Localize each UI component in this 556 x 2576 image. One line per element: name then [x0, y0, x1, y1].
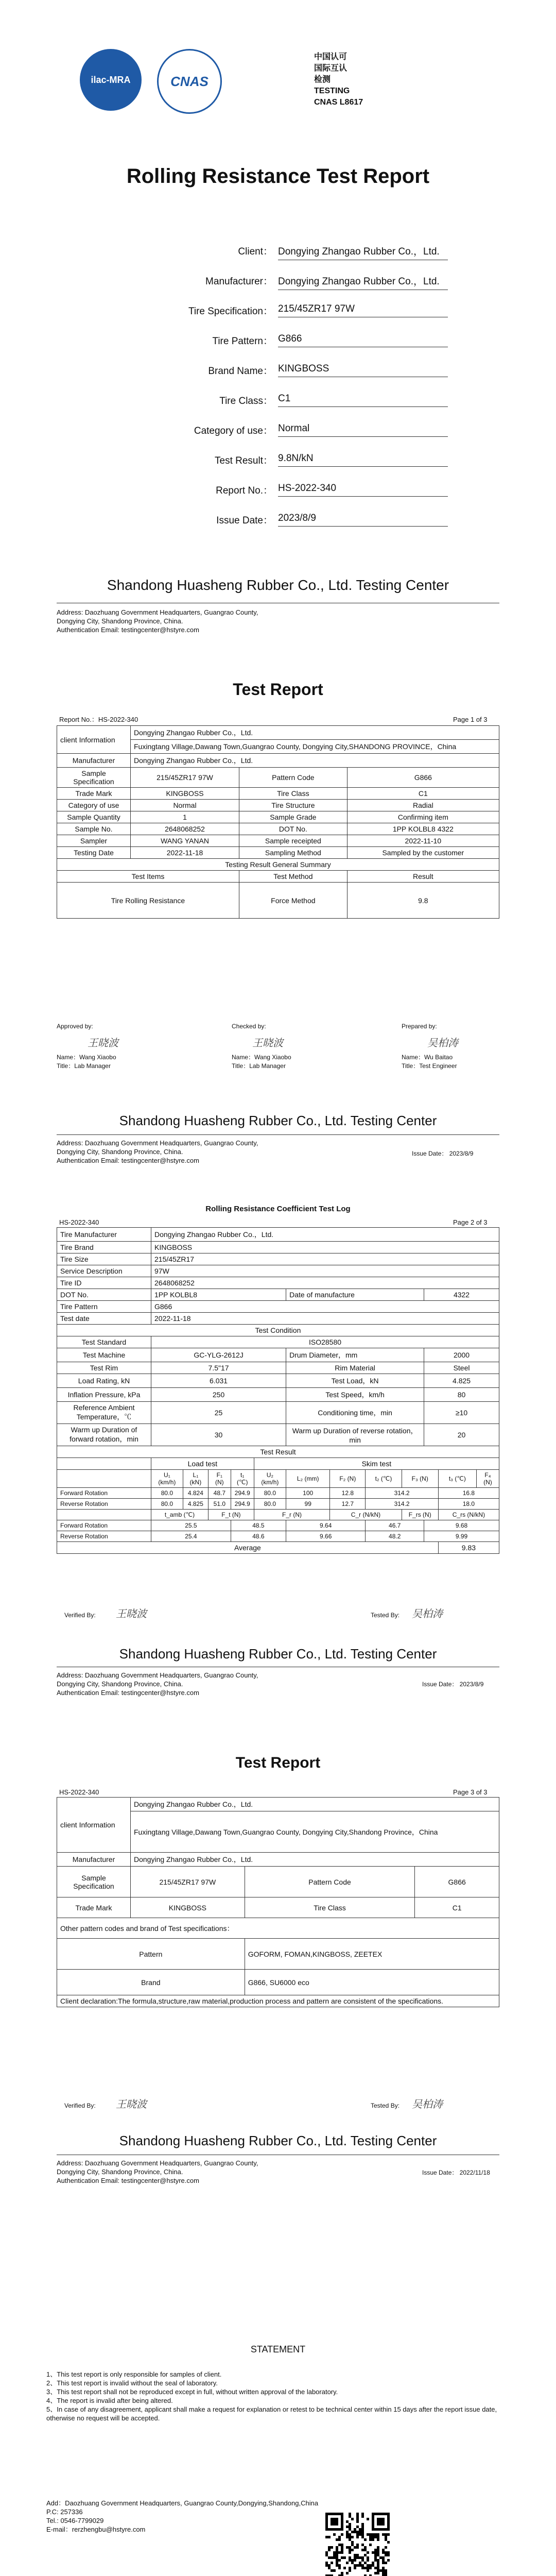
inflation-label: Inflation Pressure, kPa: [57, 1388, 151, 1402]
rim-material-value: Steel: [424, 1362, 499, 1374]
ilac-mra-logo: [80, 49, 142, 111]
dot-value: 1PP KOLBL8: [151, 1289, 286, 1301]
manufacturer-label: Manufacturer: [57, 1853, 131, 1867]
divider: [57, 1134, 499, 1135]
result-cell: 46.7: [366, 1520, 424, 1531]
page1-report-no: Report No.：HS-2022-340: [59, 716, 138, 723]
address-line: Authentication Email: testingcenter@hstyre.com: [57, 1157, 199, 1164]
skim-test-heading: Skim test: [254, 1458, 499, 1470]
approver-title: Title：Lab Manager: [57, 1062, 111, 1070]
pattern-label: Tire Pattern: [57, 1301, 151, 1313]
result-col-header: F₄ (N): [476, 1470, 499, 1488]
rim-material-label: Rim Material: [286, 1362, 424, 1374]
brand-label: Brand: [57, 1970, 245, 1995]
average-label: Average: [57, 1542, 439, 1554]
page2-log-table: [57, 1227, 499, 1554]
manufacturer-value: Dongying Zhangao Rubber Co.，Ltd.: [131, 1853, 499, 1867]
result-col-header: F_r (N): [254, 1510, 330, 1520]
receipted-value: 2022-11-10: [347, 835, 499, 847]
result-col-header: t_amb (℃): [151, 1510, 208, 1520]
col-test-method: Test Method: [239, 871, 348, 883]
verified-signature: 王晓波: [116, 2098, 147, 2110]
address-line: Authentication Email: testingcenter@hstyre.com: [57, 2177, 199, 2184]
log-info-value: KINGBOSS: [151, 1242, 499, 1253]
checked-by: Checked by:: [232, 1023, 266, 1030]
page3-report-no: HS-2022-340: [59, 1788, 99, 1796]
address-line: Address: Daozhuang Government Headquarters, Guangrao County,: [57, 608, 258, 616]
cover-field-value: HS-2022-340: [278, 483, 448, 497]
tested-by: Tested By:: [371, 2102, 400, 2109]
rim-value: 7.5"17: [151, 1362, 286, 1374]
client-info-label: client Information: [57, 726, 131, 754]
result-cell: 9.64: [286, 1520, 366, 1531]
result-col-header: t₂ (℃): [366, 1470, 402, 1488]
pattern-value: GOFORM, FOMAN,KINGBOSS, ZEETEX: [245, 1939, 499, 1970]
result-col-header: C_rs (N/kN): [438, 1510, 499, 1520]
cnas-logo: [157, 49, 222, 114]
warm-reverse-value: 20: [424, 1424, 499, 1446]
cnas-cn-line: 检测: [314, 75, 331, 84]
category-label: Category of use: [57, 800, 131, 811]
prepared-by: Prepared by:: [402, 1023, 437, 1030]
client-name: Dongying Zhangao Rubber Co.，Ltd.: [131, 1798, 499, 1811]
cover-fields: [0, 234, 556, 533]
ilac-logo-text: ilac-MRA: [91, 74, 131, 85]
page2-title: Rolling Resistance Coefficient Test Log: [205, 1205, 351, 1213]
result-cell: 80.0: [151, 1488, 183, 1499]
cover-field-row: [0, 294, 556, 324]
cover-field-value: Dongying Zhangao Rubber Co.，Ltd.: [278, 244, 448, 260]
cover-field-label: Category of use：: [194, 426, 273, 436]
page2-center-name: Shandong Huasheng Rubber Co., Ltd. Testing Center: [119, 1646, 437, 1662]
cover-address: [57, 608, 258, 634]
tire-class-value: C1: [347, 788, 499, 800]
load-rating-label: Load Rating, kN: [57, 1374, 151, 1388]
category-value: Normal: [131, 800, 239, 811]
conditioning-value: ≥10: [424, 1402, 499, 1424]
log-info-label: Service Description: [57, 1265, 151, 1277]
conditioning-label: Conditioning time，min: [286, 1402, 424, 1424]
test-condition-heading: Test Condition: [57, 1325, 499, 1336]
log-info-label: Tire Size: [57, 1253, 151, 1265]
page3-center-name: Shandong Huasheng Rubber Co., Ltd. Testing Center: [119, 2133, 437, 2148]
tire-class-label: Tire Class: [239, 788, 348, 800]
tire-class-label: Tire Class: [245, 1897, 415, 1918]
sample-spec-value: 215/45ZR17 97W: [131, 1867, 245, 1897]
trade-mark-label: Trade Mark: [57, 788, 131, 800]
verified-by: Verified By:: [64, 2102, 96, 2109]
statement-item: 1、This test report is only responsible for samples of client.: [46, 2370, 222, 2378]
page3-address: [57, 2159, 258, 2185]
dot-label: DOT No.: [57, 1289, 151, 1301]
address-line: Address: Daozhuang Government Headquarters, Guangrao County,: [57, 1671, 258, 1679]
result-col-header: t₁ (℃): [231, 1470, 254, 1488]
tested-by: Tested By:: [371, 1612, 400, 1619]
cnas-cn-line: 中国认可: [314, 53, 348, 61]
std-value: ISO28580: [151, 1336, 499, 1348]
cover-center-name: Shandong Huasheng Rubber Co., Ltd. Testing Center: [107, 577, 449, 593]
dom-label: Date of manufacture: [286, 1289, 424, 1301]
ambient-label: Reference Ambient Temperature，℃: [57, 1402, 151, 1424]
page2-issue-date: Issue Date： 2023/8/9: [422, 1681, 484, 1688]
result-col-header: L₂ (mm): [286, 1470, 330, 1488]
dot-value: 1PP KOLBL8 4322: [347, 823, 499, 835]
contact-line: P.C: 257336: [46, 2508, 83, 2516]
cnas-accreditation-text: [314, 52, 363, 108]
testing-date-label: Testing Date: [57, 847, 131, 859]
result-cell: 4.824: [183, 1488, 208, 1499]
cover-field-value: Dongying Zhangao Rubber Co.，Ltd.: [278, 274, 448, 290]
sample-no-value: 2648068252: [131, 823, 239, 835]
sampler-value: WANG YANAN: [131, 835, 239, 847]
tire-class-value: C1: [415, 1897, 499, 1918]
trade-mark-label: Trade Mark: [57, 1897, 131, 1918]
cover-field-row: [0, 264, 556, 294]
pattern-code-value: G866: [415, 1867, 499, 1897]
test-method: Force Method: [239, 883, 348, 919]
log-info-value: 215/45ZR17: [151, 1253, 499, 1265]
result-cell: 16.8: [438, 1488, 499, 1499]
result-cell: 99: [286, 1499, 330, 1510]
cover-field-label: Tire Pattern：: [212, 336, 273, 347]
cover-field-row: [0, 473, 556, 503]
blank-cell: [57, 1510, 151, 1520]
sample-grade-label: Sample Grade: [239, 811, 348, 823]
result-cell: 48.6: [231, 1531, 286, 1542]
cover-field-label: Report No.：: [216, 485, 273, 496]
sample-spec-label: Sample Specification: [57, 768, 131, 788]
statement-item: 2、This test report is invalid without the seal of laboratory.: [46, 2379, 218, 2387]
address-line: Dongying City, Shandong Province, China.: [57, 617, 183, 625]
cover-field-value: Normal: [278, 423, 448, 437]
page1-info-table: [57, 725, 499, 919]
result-cell: 9.68: [424, 1520, 499, 1531]
test-result: 9.8: [347, 883, 499, 919]
test-date-label: Test date: [57, 1313, 151, 1325]
result-cell: 18.0: [438, 1499, 499, 1510]
test-date-value: 2022-11-18: [151, 1313, 499, 1325]
signature-prepared: 吴柏涛: [427, 1037, 458, 1049]
approved-by: Approved by:: [57, 1023, 93, 1030]
pattern-code-value: G866: [347, 768, 499, 788]
signature-approved: 王晓波: [88, 1037, 118, 1049]
statement-title: STATEMENT: [250, 2344, 306, 2354]
sample-qty-value: 1: [131, 811, 239, 823]
brand-value: G866, SU6000 eco: [245, 1970, 499, 1995]
address-line: Address: Daozhuang Government Headquarters, Guangrao County,: [57, 1139, 258, 1147]
result-cell: 48.7: [208, 1488, 231, 1499]
cnas-en-line: TESTING: [314, 87, 350, 95]
cover-field-row: [0, 324, 556, 354]
blank-cell: [57, 1470, 151, 1488]
address-line: Dongying City, Shandong Province, China.: [57, 2168, 183, 2176]
warm-reverse-label: Warm up Duration of reverse rotation，min: [286, 1424, 424, 1446]
rotation-label: Reverse Rotation: [57, 1499, 151, 1510]
tested-signature: 吴柏涛: [412, 1607, 443, 1620]
verified-signature: 王晓波: [116, 1607, 147, 1620]
statement-list: [46, 2370, 510, 2422]
statement-item: 5、In case of any disagreement, applicant shall make a request for explanation or retest to be technical center within 15 days after the report issue date, otherwise no request will be accepted.: [46, 2405, 497, 2422]
client-declaration: Client declaration:The formula,structure,raw material,production process and pattern are consistent of the specifications.: [57, 1995, 499, 2007]
cover-field-value: 9.8N/kN: [278, 453, 448, 467]
page1-title: Test Report: [233, 680, 323, 699]
signature-checked: 王晓波: [252, 1037, 283, 1049]
manufacturer-label: Manufacturer: [57, 754, 131, 768]
result-col-header: t₃ (℃): [438, 1470, 476, 1488]
result-col-header: F₁ (N): [208, 1470, 231, 1488]
result-cell: 100: [286, 1488, 330, 1499]
client-name: Dongying Zhangao Rubber Co.，Ltd.: [131, 726, 499, 740]
average-value: 9.83: [438, 1542, 499, 1554]
test-result-heading: Test Result: [57, 1446, 499, 1458]
result-col-header: C_r (N/kN): [330, 1510, 402, 1520]
result-col-header: L₁ (kN): [183, 1470, 208, 1488]
address-line: Dongying City, Shandong Province, China.: [57, 1148, 183, 1156]
page3-issue-date: Issue Date： 2022/11/18: [422, 2169, 490, 2176]
pattern-value: G866: [151, 1301, 499, 1313]
pattern-code-label: Pattern Code: [239, 768, 348, 788]
result-cell: 9.66: [286, 1531, 366, 1542]
other-specs-heading: Other pattern codes and brand of Test specifications：: [57, 1918, 499, 1939]
contact-line: Add：Daozhuang Government Headquarters, Guangrao County,Dongying,Shandong,China: [46, 2499, 319, 2507]
cover-field-row: [0, 384, 556, 414]
receipted-label: Sample receipted: [239, 835, 348, 847]
std-label: Test Standard: [57, 1336, 151, 1348]
testing-date-value: 2022-11-18: [131, 847, 239, 859]
result-col-header: U₁ (km/h): [151, 1470, 183, 1488]
address-line: Authentication Email: testingcenter@hstyre.com: [57, 1689, 199, 1697]
warm-forward-label: Warm up Duration of forward rotation，min: [57, 1424, 151, 1446]
result-cell: 12.8: [330, 1488, 366, 1499]
sample-qty-label: Sample Quantity: [57, 811, 131, 823]
result-cell: 48.5: [231, 1520, 286, 1531]
cover-field-label: Manufacturer：: [205, 276, 273, 287]
rotation-label: Reverse Rotation: [57, 1531, 151, 1542]
sampling-method-label: Sampling Method: [239, 847, 348, 859]
log-info-label: Tire ID: [57, 1277, 151, 1289]
rotation-label: Forward Rotation: [57, 1520, 151, 1531]
contact-line: Tel.: 0546-7799029: [46, 2517, 104, 2524]
cnas-cn-line: 国际互认: [314, 64, 348, 73]
address-line: Address: Daozhuang Government Headquarters, Guangrao County,: [57, 2159, 258, 2167]
sample-grade-value: Confirming item: [347, 811, 499, 823]
address-line: Dongying City, Shandong Province, China.: [57, 1680, 183, 1688]
col-result: Result: [347, 871, 499, 883]
sampling-method-value: Sampled by the customer: [347, 847, 499, 859]
statement-contact: [46, 2499, 318, 2534]
rim-label: Test Rim: [57, 1362, 151, 1374]
warm-forward-value: 30: [151, 1424, 286, 1446]
rotation-label: Forward Rotation: [57, 1488, 151, 1499]
tested-signature: 吴柏涛: [412, 2098, 443, 2110]
report-page-3: [0, 1747, 556, 2262]
summary-heading: Testing Result General Summary: [57, 859, 499, 871]
cnas-en-line: CNAS L8617: [314, 98, 363, 107]
result-col-header: U₂ (km/h): [254, 1470, 286, 1488]
checker-name: Name：Wang Xiaobo: [232, 1054, 291, 1061]
cover-page: [0, 0, 556, 634]
page3-info-table: [57, 1797, 499, 2007]
page1-address: [57, 1139, 258, 1165]
cover-field-label: Test Result：: [215, 455, 273, 466]
client-address: Fuxingtang Village,Dawang Town,Guangrao County, Dongying City,Shandong Province，China: [131, 1811, 499, 1853]
sampler-label: Sampler: [57, 835, 131, 847]
cover-field-row: [0, 503, 556, 533]
cover-field-value: G866: [278, 333, 448, 347]
qr-code-icon: [324, 2512, 391, 2576]
result-col-header: F₃ (N): [402, 1470, 438, 1488]
result-cell: 25.4: [151, 1531, 231, 1542]
log-info-value: Dongying Zhangao Rubber Co.，Ltd.: [151, 1228, 499, 1242]
load-test-heading: Load test: [151, 1458, 254, 1470]
cover-field-label: Client：: [238, 246, 273, 257]
address-line: Authentication Email: testingcenter@hstyre.com: [57, 626, 199, 634]
page2-report-no: HS-2022-340: [59, 1218, 99, 1226]
cnas-logo-text: CNAS: [170, 73, 208, 89]
machine-label: Test Machine: [57, 1348, 151, 1362]
cover-field-row: [0, 444, 556, 473]
preparer-name: Name：Wu Baitao: [402, 1054, 453, 1061]
client-info-label: client Information: [57, 1798, 131, 1853]
result-col-header: F_t (N): [208, 1510, 254, 1520]
verified-by: Verified By:: [64, 1612, 96, 1619]
test-load-value: 4.825: [424, 1374, 499, 1388]
cover-field-label: Issue Date：: [216, 515, 273, 526]
col-test-items: Test Items: [57, 871, 239, 883]
test-load-label: Test Load，kN: [286, 1374, 424, 1388]
result-cell: 48.2: [366, 1531, 424, 1542]
cover-field-value: 215/45ZR17 97W: [278, 303, 448, 317]
log-info-value: 97W: [151, 1265, 499, 1277]
cover-field-label: Brand Name：: [208, 366, 273, 377]
result-cell: 294.9: [231, 1499, 254, 1510]
drum-value: 2000: [424, 1348, 499, 1362]
blank-cell: [57, 1458, 151, 1470]
page1-center-name: Shandong Huasheng Rubber Co., Ltd. Testing Center: [119, 1113, 437, 1128]
page2-address: [57, 1671, 258, 1697]
page2-page-no: Page 2 of 3: [453, 1218, 488, 1226]
result-cell: 314.2: [366, 1488, 438, 1499]
statement-item: 4、The report is invalid after being altered.: [46, 2397, 173, 2404]
pattern-code-label: Pattern Code: [245, 1867, 415, 1897]
result-col-header: F₂ (N): [330, 1470, 366, 1488]
page3-title: Test Report: [235, 1754, 321, 1771]
sample-spec-value: 215/45ZR17 97W: [131, 768, 239, 788]
cover-field-row: [0, 414, 556, 444]
dot-label: DOT No.: [239, 823, 348, 835]
cover-title: Rolling Resistance Test Report: [126, 165, 430, 188]
contact-line: E-mail：rerzhengbu@hstyre.com: [46, 2526, 146, 2533]
cover-field-row: [0, 354, 556, 384]
cover-field-label: Tire Specification：: [188, 306, 273, 317]
load-rating-value: 6.031: [151, 1374, 286, 1388]
test-item: Tire Rolling Resistance: [57, 883, 239, 919]
cover-field-value: 2023/8/9: [278, 513, 448, 527]
checker-title: Title：Lab Manager: [232, 1062, 286, 1070]
cover-field-row: [0, 234, 556, 264]
drum-label: Drum Diameter，mm: [286, 1348, 424, 1362]
sample-no-label: Sample No.: [57, 823, 131, 835]
result-cell: 12.7: [330, 1499, 366, 1510]
preparer-title: Title：Test Engineer: [402, 1062, 457, 1070]
cover-field-value: C1: [278, 393, 448, 407]
result-cell: 80.0: [254, 1488, 286, 1499]
statement-item: 3、This test report shall not be reproduced except in full, without written approval of the laboratory.: [46, 2388, 338, 2396]
sample-spec-label: Sample Specification: [57, 1867, 131, 1897]
dom-value: 4322: [424, 1289, 499, 1301]
result-cell: 314.2: [366, 1499, 438, 1510]
ambient-value: 25: [151, 1402, 286, 1424]
page1-issue-date: Issue Date： 2023/8/9: [412, 1150, 474, 1157]
page3-page-no: Page 3 of 3: [453, 1788, 488, 1796]
tire-structure-label: Tire Structure: [239, 800, 348, 811]
result-col-header: F_rs (N): [402, 1510, 438, 1520]
result-cell: 51.0: [208, 1499, 231, 1510]
tire-structure-value: Radial: [347, 800, 499, 811]
cover-field-label: Tire Class：: [219, 396, 273, 406]
log-info-label: Tire Brand: [57, 1242, 151, 1253]
client-address: Fuxingtang Village,Dawang Town,Guangrao County, Dongying City,SHANDONG PROVINCE，China: [131, 740, 499, 754]
machine-value: GC-YLG-2612J: [151, 1348, 286, 1362]
manufacturer-value: Dongying Zhangao Rubber Co.，Ltd.: [131, 754, 499, 768]
log-info-label: Tire Manufacturer: [57, 1228, 151, 1242]
log-info-value: 2648068252: [151, 1277, 499, 1289]
trade-mark-value: KINGBOSS: [131, 1897, 245, 1918]
inflation-value: 250: [151, 1388, 286, 1402]
approver-name: Name：Wang Xiaobo: [57, 1054, 116, 1061]
test-speed-value: 80: [424, 1388, 499, 1402]
result-cell: 25.5: [151, 1520, 231, 1531]
result-cell: 80.0: [151, 1499, 183, 1510]
test-speed-label: Test Speed，km/h: [286, 1388, 424, 1402]
cover-field-value: KINGBOSS: [278, 363, 448, 377]
statement-page: [0, 2329, 556, 2576]
result-cell: 294.9: [231, 1488, 254, 1499]
result-cell: 9.99: [424, 1531, 499, 1542]
page1-page-no: Page 1 of 3: [453, 716, 488, 723]
result-cell: 80.0: [254, 1499, 286, 1510]
result-cell: 4.825: [183, 1499, 208, 1510]
pattern-label: Pattern: [57, 1939, 245, 1970]
trade-mark-value: KINGBOSS: [131, 788, 239, 800]
